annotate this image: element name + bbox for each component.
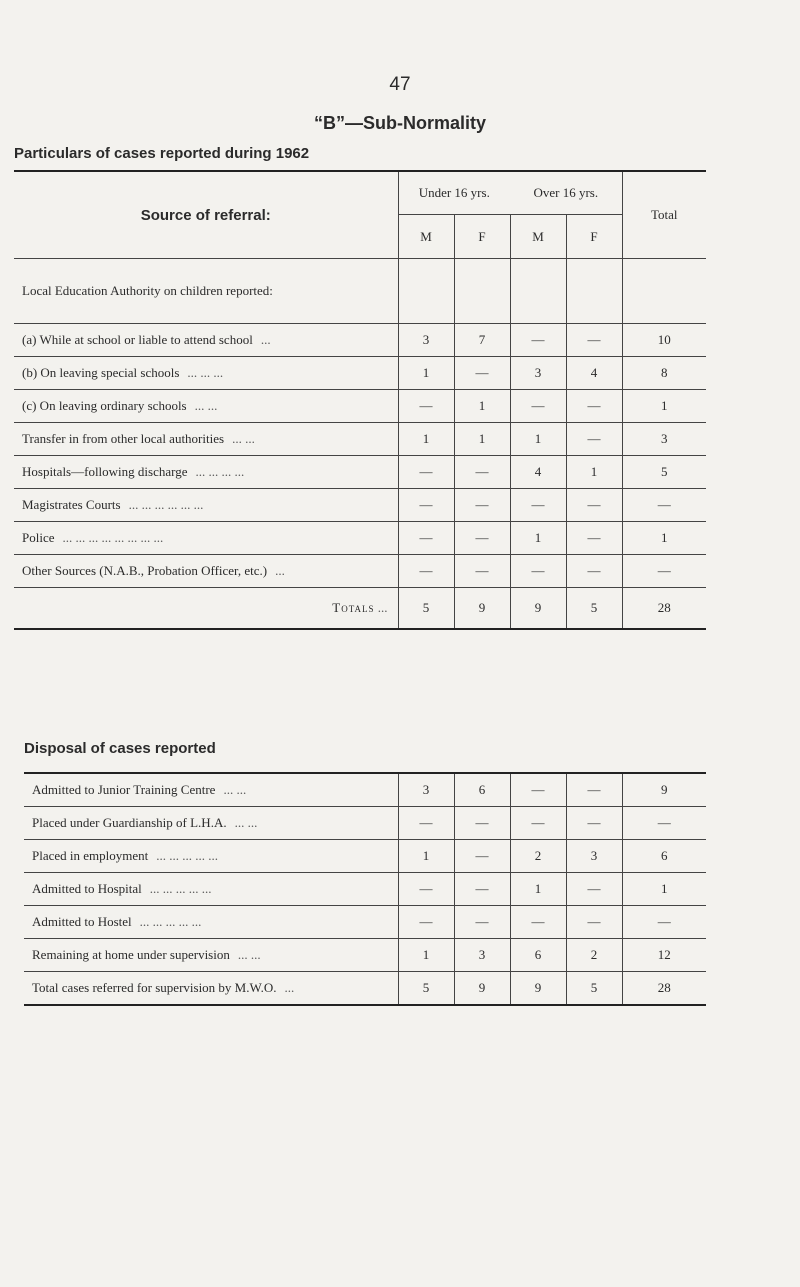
referral-cell-m2: 1 [510,423,566,456]
referral-row [14,324,706,357]
disposal-cell-f2: — [566,873,622,906]
referral-row [14,456,706,489]
totals-total: 28 [622,588,706,630]
disposal-row-label: Admitted to Junior Training Centre [32,782,216,797]
disposal-cell-m2: 2 [510,840,566,873]
source-header: Source of referral: [140,206,271,224]
f1-header: F [454,215,510,259]
totals-f2: 5 [566,588,622,630]
referral-cell-m2: 3 [510,357,566,390]
disposal-row [24,773,706,807]
disposal-cell-m1: — [398,873,454,906]
referral-cell-total: 8 [622,357,706,390]
disposal-cell-total: 9 [622,773,706,807]
referral-row-label-cell [14,390,398,423]
disposal-cell-f2: 5 [566,972,622,1006]
disposal-cell-total: 12 [622,939,706,972]
disposal-cell-m1: 3 [398,773,454,807]
referral-cell-m1: 3 [398,324,454,357]
disposal-cell-total: — [622,906,706,939]
disposal-cell-m2: 6 [510,939,566,972]
referral-cell-f1: — [454,456,510,489]
referral-cell-total: 10 [622,324,706,357]
referral-row-dots: ... ... ... [187,365,224,380]
referral-row-label-cell [14,456,398,489]
referral-row-label-cell [14,489,398,522]
disposal-table [24,772,706,1006]
total-header: Total [622,171,706,259]
disposal-row-dots: ... ... ... ... ... [139,914,202,929]
disposal-cell-m2: — [510,807,566,840]
referral-cell-m1: — [398,390,454,423]
f2-header: F [566,215,622,259]
disposal-row-dots: ... ... [223,782,247,797]
disposal-row-label: Remaining at home under supervision [32,947,230,962]
disposal-row [24,972,706,1006]
referral-cell-f1: — [454,489,510,522]
disposal-cell-total: 6 [622,840,706,873]
referral-cell-f2: — [566,555,622,588]
referral-cell-m1: 1 [398,357,454,390]
referral-cell-f2: 1 [566,456,622,489]
disposal-row [24,807,706,840]
disposal-row [24,873,706,906]
lea-label: Local Education Authority on children reported: [14,259,398,324]
referral-row-label: Police [22,530,55,545]
referral-row-dots: ... ... [194,398,218,413]
referral-row-dots: ... ... ... ... [195,464,245,479]
disposal-row-label-cell [24,906,398,939]
disposal-row-dots: ... ... [234,815,258,830]
disposal-cell-m1: 5 [398,972,454,1006]
disposal-cell-f1: — [454,873,510,906]
disposal-row-label: Placed under Guardianship of L.H.A. [32,815,227,830]
disposal-row [24,840,706,873]
referral-row-label-cell [14,555,398,588]
referral-row-label-cell [14,522,398,555]
referral-cell-m2: — [510,555,566,588]
disposal-cell-m1: — [398,807,454,840]
referral-cell-f1: — [454,522,510,555]
disposal-row-label-cell [24,807,398,840]
disposal-cell-m2: — [510,906,566,939]
referral-row [14,357,706,390]
disposal-cell-total: 1 [622,873,706,906]
referral-cell-f2: — [566,390,622,423]
disposal-cell-m1: 1 [398,840,454,873]
referral-row-label-cell [14,357,398,390]
referral-cell-m2: — [510,390,566,423]
disposal-cell-f1: — [454,807,510,840]
referral-row [14,489,706,522]
page-title: “B”—Sub-Normality [313,113,486,133]
referral-cell-total: — [622,489,706,522]
disposal-row-label-cell [24,773,398,807]
disposal-row-label-cell [24,939,398,972]
referral-cell-m2: — [510,489,566,522]
disposal-cell-m2: — [510,773,566,807]
disposal-cell-f1: — [454,906,510,939]
disposal-row-label-cell [24,873,398,906]
referral-row-label: Transfer in from other local authorities [22,431,225,446]
referral-cell-f2: — [566,324,622,357]
disposal-row-dots: ... ... ... ... ... [156,848,219,863]
disposal-row [24,939,706,972]
disposal-row-label-cell [24,840,398,873]
referral-row [14,555,706,588]
totals-row [14,588,706,630]
totals-m1: 5 [398,588,454,630]
disposal-cell-total: 28 [622,972,706,1006]
disposal-section-heading: Disposal of cases reported [24,740,216,757]
page-number: 47 [389,74,411,95]
referral-cell-m2: 4 [510,456,566,489]
disposal-cell-m2: 1 [510,873,566,906]
disposal-row-label: Placed in employment [32,848,149,863]
referral-row-label-cell [14,423,398,456]
disposal-cell-f1: 6 [454,773,510,807]
referral-cell-f1: 7 [454,324,510,357]
disposal-cell-f1: 9 [454,972,510,1006]
disposal-row-dots: ... ... [237,947,261,962]
totals-f1: 9 [454,588,510,630]
referral-row-dots: ... ... [232,431,255,446]
m2-header: M [510,215,566,259]
totals-m2: 9 [510,588,566,630]
referral-row-dots: ... ... ... ... ... ... [128,497,204,512]
totals-dots: ... [377,600,388,615]
referral-row [14,522,706,555]
disposal-row [24,906,706,939]
disposal-cell-f1: — [454,840,510,873]
disposal-row-label: Total cases referred for supervision by M.W.O. [32,980,277,995]
disposal-row-label-cell [24,972,398,1006]
disposal-cell-f2: — [566,906,622,939]
referral-cell-f2: — [566,423,622,456]
referral-row [14,390,706,423]
referral-cell-f2: — [566,489,622,522]
referral-row-dots: ... ... ... ... ... ... ... ... [62,530,164,545]
referral-cell-m2: — [510,324,566,357]
referral-cell-m1: — [398,489,454,522]
referral-cell-f1: — [454,357,510,390]
referral-table [14,170,706,630]
disposal-cell-total: — [622,807,706,840]
referral-cell-f2: — [566,522,622,555]
referral-cell-m1: 1 [398,423,454,456]
referral-row-label: (b) On leaving special schools [22,365,180,380]
disposal-cell-m1: 1 [398,939,454,972]
referral-section-heading: Particulars of cases reported during 1962 [14,145,310,162]
m1-header: M [398,215,454,259]
referral-row-label-cell [14,324,398,357]
disposal-cell-m2: 9 [510,972,566,1006]
referral-row [14,423,706,456]
referral-row-label: Other Sources (N.A.B., Probation Officer, etc.) [22,563,268,578]
disposal-cell-f2: 2 [566,939,622,972]
referral-cell-total: 1 [622,522,706,555]
referral-cell-total: 3 [622,423,706,456]
over16-header: Over 16 yrs. [533,185,599,200]
referral-cell-m1: — [398,456,454,489]
referral-cell-total: — [622,555,706,588]
referral-row-dots: ... [275,563,285,578]
referral-cell-m1: — [398,555,454,588]
referral-cell-m1: — [398,522,454,555]
referral-row-dots: ... [260,332,271,347]
disposal-row-dots: ... [284,980,295,995]
totals-label: Totals [332,600,375,615]
referral-cell-f1: 1 [454,423,510,456]
disposal-row-label: Admitted to Hospital [32,881,142,896]
disposal-cell-f2: 3 [566,840,622,873]
referral-cell-f2: 4 [566,357,622,390]
referral-cell-total: 5 [622,456,706,489]
referral-cell-m2: 1 [510,522,566,555]
referral-cell-f1: — [454,555,510,588]
referral-row-label: Hospitals—following discharge [22,464,188,479]
referral-row-label: Magistrates Courts [22,497,121,512]
disposal-cell-f2: — [566,773,622,807]
disposal-cell-f1: 3 [454,939,510,972]
disposal-row-label: Admitted to Hostel [32,914,132,929]
disposal-cell-f2: — [566,807,622,840]
referral-cell-total: 1 [622,390,706,423]
disposal-cell-m1: — [398,906,454,939]
referral-cell-f1: 1 [454,390,510,423]
referral-row-label: (c) On leaving ordinary schools [22,398,187,413]
referral-row-label: (a) While at school or liable to attend school [22,332,253,347]
under16-header: Under 16 yrs. [398,171,510,215]
disposal-row-dots: ... ... ... ... ... [149,881,212,896]
